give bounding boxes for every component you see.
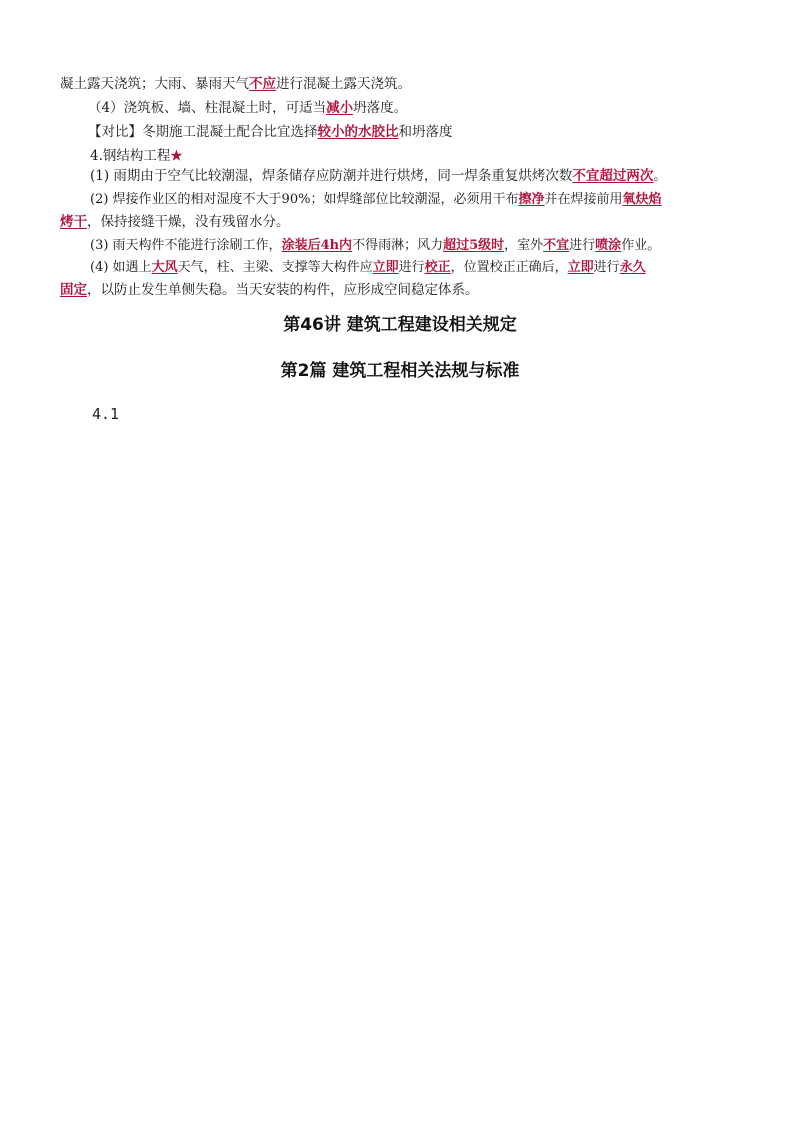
- highlight-term: 立即: [567, 260, 594, 275]
- highlight-term: 校正: [424, 260, 451, 275]
- text-run: 。: [653, 168, 667, 184]
- text-run: 凝土露天浇筑；大雨、暴雨天气: [60, 76, 249, 92]
- highlight-term: 减小: [326, 100, 354, 116]
- section-heading: [90, 146, 183, 166]
- text-run: 进行: [593, 260, 620, 275]
- highlight-term: 超过5级时: [443, 238, 505, 253]
- text-run: ，保持接缝干燥，没有残留水分。: [87, 214, 290, 230]
- text-run: 作业。: [621, 238, 661, 253]
- text-run: 进行混凝土露天浇筑。: [276, 76, 411, 92]
- text-run: 天气，柱、主梁、支撑等大构件应: [177, 260, 373, 275]
- part-heading: 第2篇 建筑工程相关法规与标准: [280, 361, 520, 381]
- highlight-term: 大风: [151, 260, 178, 275]
- text-run: (2) 焊接作业区的相对湿度不大于90%；如焊缝部位比较潮湿，必须用干布: [90, 192, 519, 207]
- highlight-term: 擦净: [518, 192, 545, 207]
- highlight-term: 氧炔焰: [622, 192, 662, 207]
- text-run: 并在焊接前用: [544, 192, 623, 207]
- highlight-term: 立即: [372, 260, 399, 275]
- text-run: (3) 雨天构件不能进行涂刷工作，: [90, 238, 282, 253]
- text-run: ，以防止发生单侧失稳。当天安装的构件，应形成空间稳定体系。: [87, 282, 479, 298]
- text-line: [60, 280, 479, 300]
- text-line: [60, 212, 290, 232]
- highlight-term: 喷涂: [595, 238, 622, 253]
- text-run: 和坍落度: [398, 124, 453, 140]
- highlight-term: 不应: [249, 76, 276, 92]
- section-number: 4.1: [92, 405, 120, 423]
- text-line: [88, 98, 407, 118]
- highlight-term: 较小的水胶比: [317, 124, 399, 140]
- text-run: (1) 雨期由于空气比较潮湿，焊条储存应防潮并进行烘烤，同一焊条重复烘烤次数: [90, 168, 573, 184]
- highlight-term: 永久: [619, 260, 646, 275]
- text-run: 【对比】冬期施工混凝土配合比宜选择: [88, 124, 318, 140]
- text-run: (4) 如遇上: [90, 260, 152, 275]
- text-run: 进行: [398, 260, 425, 275]
- text-run: ，位置校正正确后，: [450, 260, 568, 275]
- text-run: 坍落度。: [353, 100, 408, 116]
- text-run: （4）浇筑板、墙、柱混凝土时，可适当: [88, 100, 327, 116]
- highlight-term: 烤干: [60, 214, 87, 230]
- text-run: 不得雨淋；风力: [352, 238, 444, 253]
- highlight-term: 不宜超过两次: [572, 168, 654, 184]
- lecture-heading: 第46讲 建筑工程建设相关规定: [283, 315, 517, 335]
- highlight-term: 涂装后4h内: [281, 238, 353, 253]
- text-line: [60, 74, 411, 94]
- text-run: ，室外: [504, 238, 544, 253]
- text-line: [90, 258, 646, 278]
- highlight-term: 不宜: [543, 238, 570, 253]
- section-title: 4.钢结构工程: [90, 148, 171, 164]
- text-line: [90, 236, 660, 256]
- text-line: [90, 190, 662, 210]
- text-line: [90, 166, 667, 186]
- text-run: 进行: [569, 238, 596, 253]
- star-icon: ★: [170, 148, 183, 164]
- text-line: [88, 122, 453, 142]
- highlight-term: 固定: [60, 282, 87, 298]
